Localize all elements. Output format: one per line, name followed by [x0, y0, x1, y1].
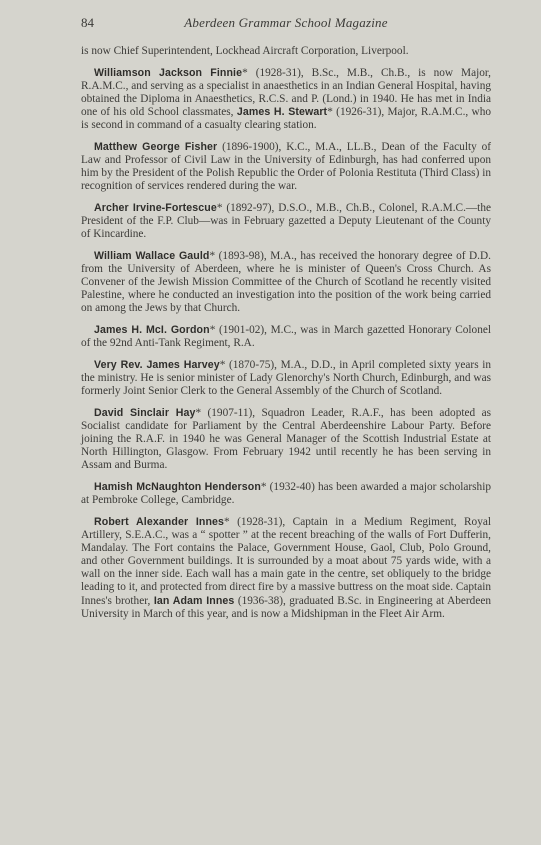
paragraph-text: * (1892-97), D.S.O., M.B., Ch.B., Colonel, R.A.M.C.—the President of the F.P. Club—was in February gazetted a Deputy Lieutenant of the County of Kincardine. — [81, 202, 491, 241]
news-paragraph — [81, 359, 491, 398]
news-paragraph — [81, 202, 491, 241]
news-paragraph — [81, 516, 491, 621]
person-name: James H. Stewart — [236, 106, 328, 119]
paragraph-text: * (1870-75), M.A., D.D., in April completed sixty years in the ministry. He is senior minister of Lady Glenorchy's North Church, Edinburgh, and was formerly Joint Senior Clerk to the General Assembly of the Church of Scotland. — [81, 359, 491, 398]
news-paragraph — [81, 141, 491, 193]
person-name: David Sinclair Hay — [94, 406, 196, 419]
news-paragraph — [81, 324, 491, 350]
news-paragraph — [81, 481, 491, 507]
paragraph-text: * (1928-31), Captain in a Medium Regiment, Royal Artillery, S.E.A.C., was a “ spotter ” at the recent breaching of the walls of Fort Dufferin, Mandalay. The Fort contains the Palace, Government House, Gaol, Club, Polo Ground, and other Government buildings. It is surrounded by a moat about 75 yards wide, with a wall on the inner side. Each wall has a main gate in the centre, set obliquely to the bridge leading to it, and protected from direct fire by a massive buttress on the moat side. Captain Innes's brother, — [81, 516, 492, 607]
paragraph-text: (1936-38), graduated B.Sc. in Engineering at Aberdeen University in March of this year, and is now a Midshipman in the Fleet Air Arm. — [81, 594, 491, 620]
paragraph-text: (1896-1900), K.C., M.A., LL.B., Dean of the Faculty of Law and Professor of Civil Law in the University of Edinburgh, has had conferred upon him by the President of the Polish Republic the Order of Polonia Restituta (Third Class) in recognition of services rendered during the war. — [81, 140, 491, 193]
person-name: Very Rev. James Harvey — [94, 359, 220, 371]
person-name: Hamish McNaughton Henderson — [94, 481, 261, 494]
running-title: Aberdeen Grammar School Magazine — [184, 15, 388, 30]
paragraph-text: * (1926-31), Major, R.A.M.C., who is second in command of a casualty clearing station. — [81, 106, 491, 132]
person-name: Williamson Jackson Finnie — [94, 66, 243, 79]
person-name: William Wallace Gauld — [94, 249, 210, 262]
article-body — [81, 45, 491, 629]
page-header — [81, 12, 491, 34]
news-paragraph — [81, 407, 491, 472]
paragraph-text: * (1907-11), Squadron Leader, R.A.F., has been adopted as Socialist candidate for Parliament by the Central Aberdeenshire Labour Party. Before joining the R.A.F. in 1940 he was General Manager of the Scottish Industrial Estate at North Hillington, Glasgow. From February 1942 until recently he has been serving in Assam and Burma. — [81, 406, 491, 472]
person-name: Robert Alexander Innes — [94, 516, 225, 528]
paragraph-text: * (1932-40) has been awarded a major scholarship at Pembroke College, Cambridge. — [81, 481, 491, 507]
news-paragraph — [81, 250, 491, 315]
paragraph-text: * (1928-31), B.Sc., M.B., Ch.B., is now Major, R.A.M.C., and serving as a specialist in anaesthetics in an Indian General Hospital, having obtained the Diploma in Anaesthetics, R.C.S. and P. (Lond.) in 1940. He has met in India one of his old School classmates, — [81, 66, 492, 119]
news-paragraph — [81, 45, 491, 58]
paragraph-text: is now Chief Superintendent, Lockhead Aircraft Corporation, Liverpool. — [81, 45, 409, 57]
person-name: Archer Irvine-Fortescue — [94, 202, 217, 214]
person-name: James H. McI. Gordon — [94, 324, 210, 337]
page-number: 84 — [81, 15, 94, 30]
news-paragraph — [81, 67, 491, 132]
person-name: Matthew George Fisher — [94, 140, 218, 153]
person-name: Ian Adam Innes — [153, 594, 235, 607]
paragraph-text: * (1901-02), M.C., was in March gazetted Honorary Colonel of the 92nd Anti-Tank Regiment, R.A. — [81, 324, 492, 350]
paragraph-text: * (1893-98), M.A., has received the honorary degree of D.D. from the University of Aberdeen, where he is minister of Queen's Cross Church. As Convener of the Jewish Mission Committee of the Church of Scotland he recently visited Palestine, where he conducted an investigation into the position of the work being carried on among the Jews by that Church. — [81, 249, 491, 315]
